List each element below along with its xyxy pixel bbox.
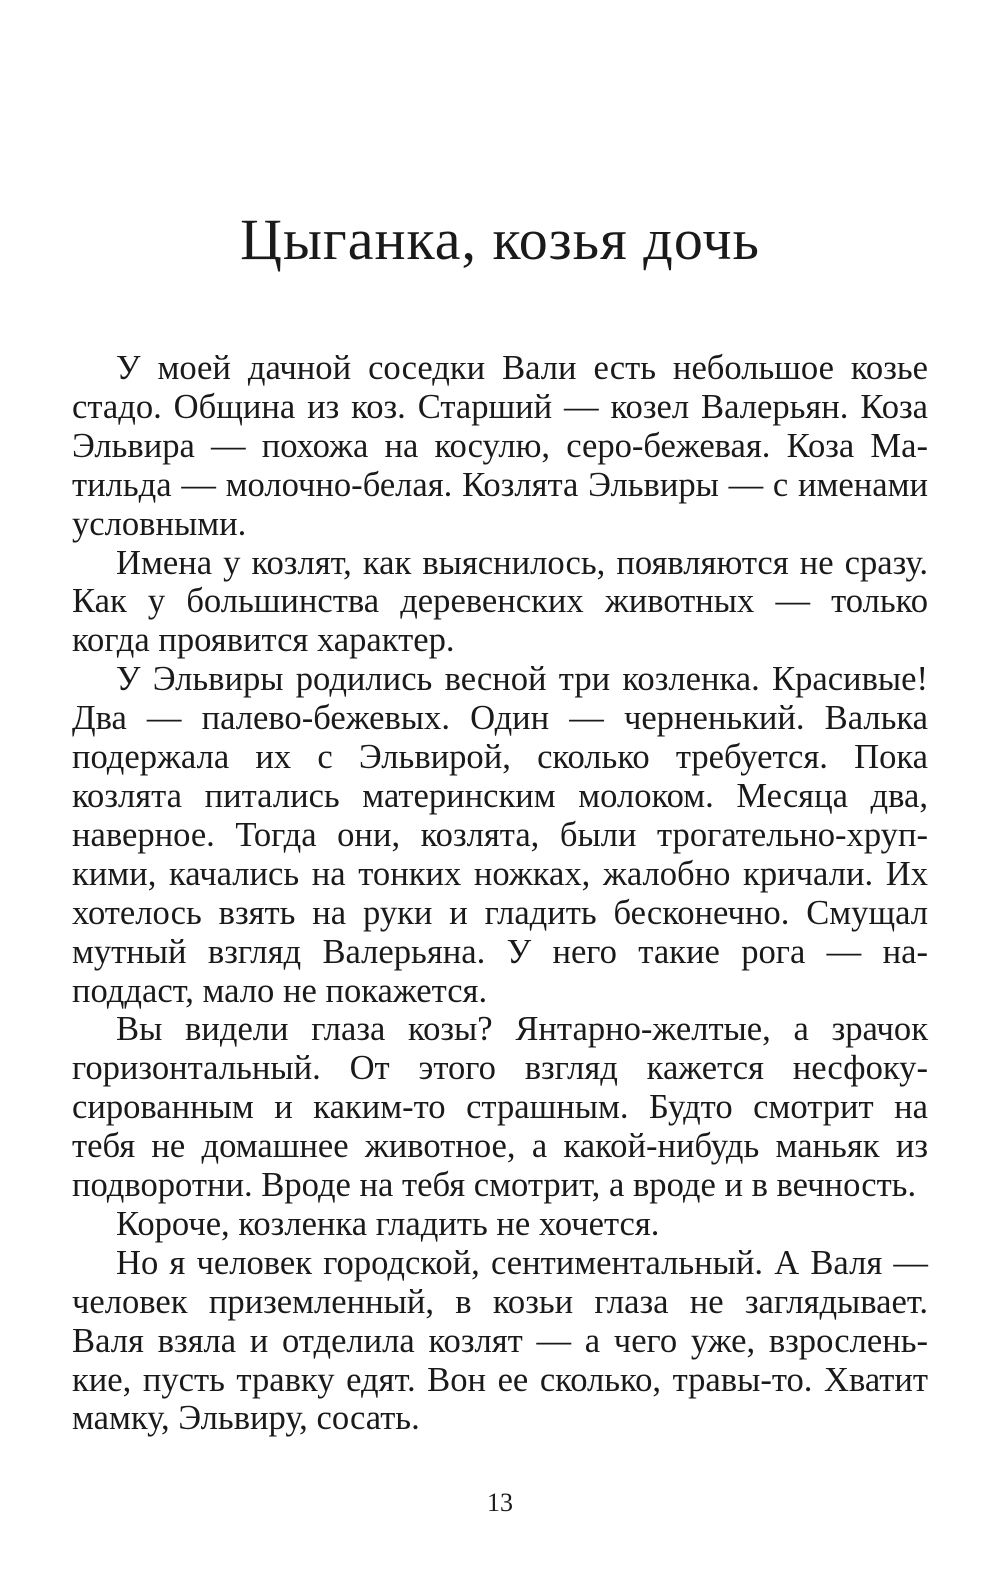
- body-text: [72, 349, 928, 1438]
- paragraph: Короче, козленка гладить не хочется.: [116, 1204, 660, 1243]
- paragraph: У Эльвиры родились весной три козленка. Красивые! Два — палево-бежевых. Один — черненький. Валька подержала их с Эльвирой, сколько требуется. Пока козлята питались материнским молоком. Месяца два, наверное. Тогда они, козлята, были трогательно-хрупкими, качались на тонких ножках, жалобно кричали. Их хотелось взять на руки и гладить бесконечно. Смущал мутный взгляд Валерьяна. У него такие рога — наподдаст, мало не покажется.: [72, 660, 928, 1010]
- paragraph: Вы видели глаза козы? Янтарно-желтые, а зрачок горизонтальный. От этого взгляд кажется несфокусированным и каким-то страшным. Будто смотрит на тебя не домашнее животное, а какой-нибудь маньяк из подворотни. Вроде на тебя смотрит, а вроде и в вечность.: [72, 1010, 928, 1205]
- chapter-title: Цыганка, козья дочь: [240, 207, 760, 272]
- paragraph: Имена у козлят, как выяснилось, появляются не сразу. Как у большинства деревенских животных — только когда проявится характер.: [72, 543, 928, 660]
- paragraph: У моей дачной соседки Вали есть небольшое козье стадо. Община из коз. Старший — козел Валерьян. Коза Эльвира — похожа на косулю, серо-бежевая. Коза Матильда — молочно-белая. Козлята Эльвиры — с именами условными.: [72, 349, 928, 543]
- page-number: 13: [487, 1488, 513, 1517]
- paragraph: Но я человек городской, сентиментальный. А Валя — человек приземленный, в козьи глаза не заглядывает. Валя взяла и отделила козлят — а чего уже, взросленькие, пусть травку едят. Вон ее сколько, травы-то. Хватит мамку, Эльвиру, сосать.: [72, 1243, 928, 1438]
